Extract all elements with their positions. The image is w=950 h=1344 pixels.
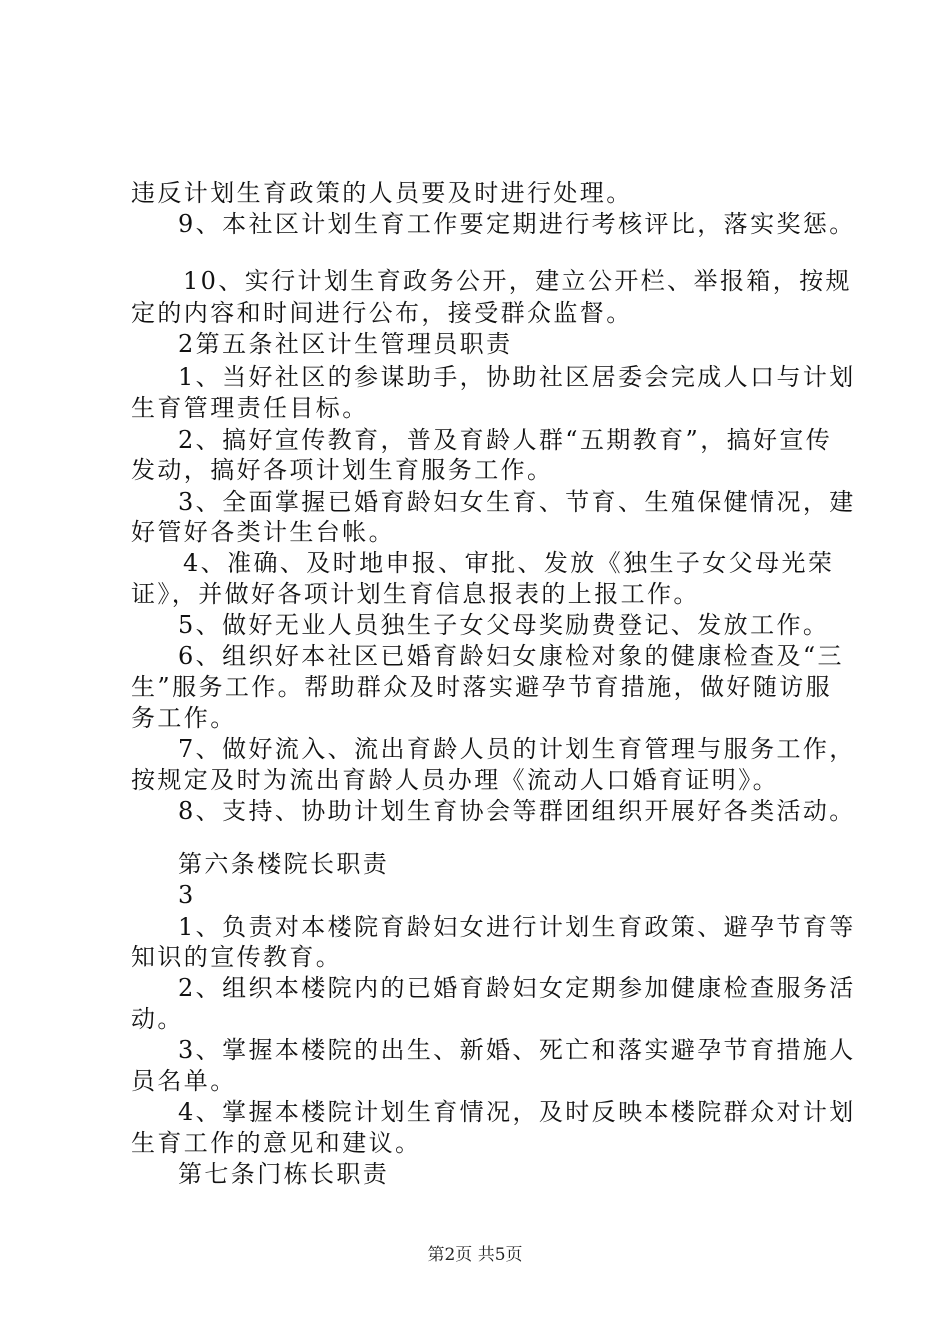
paragraph-line: 按规定及时为流出育龄人员办理《流动人口婚育证明》。: [131, 766, 779, 794]
section-heading: 第六条楼院长职责: [178, 850, 390, 878]
paragraph-line: 7、做好流入、流出育龄人员的计划生育管理与服务工作，: [178, 735, 856, 763]
paragraph-line: 违反计划生育政策的人员要及时进行处理。: [131, 179, 633, 207]
paragraph-line: 证》，并做好各项计划生育信息报表的上报工作。: [131, 580, 700, 608]
paragraph-line: 4、掌握本楼院计划生育情况，及时反映本楼院群众对计划: [178, 1098, 856, 1126]
paragraph-line: 发动，搞好各项计划生育服务工作。: [131, 456, 554, 484]
paragraph-line: 知识的宣传教育。: [131, 943, 343, 971]
paragraph-line: 3、掌握本楼院的出生、新婚、死亡和落实避孕节育措施人: [178, 1036, 856, 1064]
paragraph-line: 5、做好无业人员独生子女父母奖励费登记、发放工作。: [178, 611, 830, 639]
paragraph-line: 2、搞好宣传教育，普及育龄人群“五期教育”，搞好宣传: [178, 426, 833, 454]
paragraph-line: 务工作。: [131, 704, 237, 732]
section-heading: 2第五条社区计生管理员职责: [178, 330, 513, 358]
section-heading: 第七条门栋长职责: [178, 1160, 390, 1188]
paragraph-line: 员名单。: [131, 1067, 237, 1095]
paragraph-line: 1、负责对本楼院育龄妇女进行计划生育政策、避孕节育等: [178, 913, 856, 941]
paragraph-line: 3、全面掌握已婚育龄妇女生育、节育、生殖保健情况，建: [178, 488, 856, 516]
paragraph-line: 生”服务工作。帮助群众及时落实避孕节育措施，做好随访服: [131, 673, 833, 701]
paragraph-line: 生育管理责任目标。: [131, 394, 369, 422]
paragraph-line: 1、当好社区的参谋助手，协助社区居委会完成人口与计划: [178, 363, 856, 391]
paragraph-line: 动。: [131, 1005, 184, 1033]
paragraph-line: 9、本社区计划生育工作要定期进行考核评比，落实奖惩。: [178, 210, 856, 238]
paragraph-line: 4、准确、及时地申报、审批、发放《独生子女父母光荣: [183, 549, 835, 577]
paragraph-line: 定的内容和时间进行公布，接受群众监督。: [131, 299, 633, 327]
paragraph-line: 3: [178, 881, 196, 909]
paragraph-line: 好管好各类计生台帐。: [131, 518, 395, 546]
page-footer: 第2页 共5页: [427, 1245, 523, 1265]
paragraph-line: 2、组织本楼院内的已婚育龄妇女定期参加健康检查服务活: [178, 974, 856, 1002]
paragraph-line: 6、组织好本社区已婚育龄妇女康检对象的健康检查及“三: [178, 642, 844, 670]
paragraph-line: 10、实行计划生育政务公开，建立公开栏、举报箱，按规: [183, 267, 852, 295]
paragraph-line: 8、支持、协助计划生育协会等群团组织开展好各类活动。: [178, 797, 856, 825]
paragraph-line: 生育工作的意见和建议。: [131, 1129, 422, 1157]
